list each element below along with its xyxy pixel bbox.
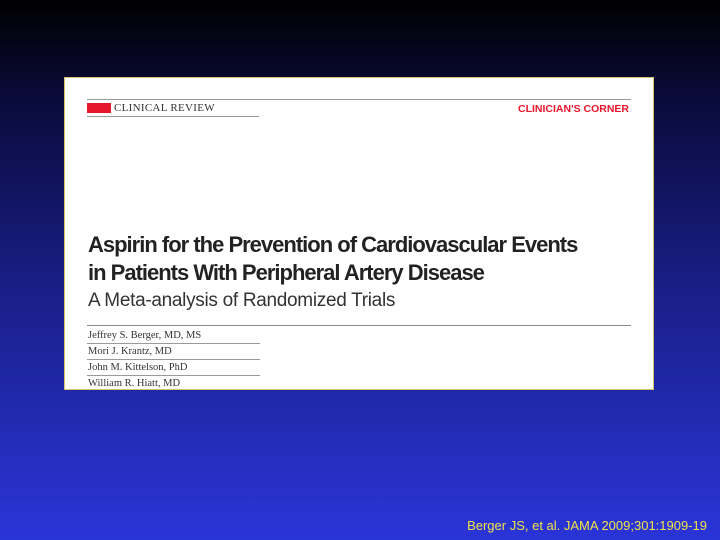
author-name: Jeffrey S. Berger, MD, MS (87, 328, 260, 344)
section-underline (87, 116, 259, 117)
author-name: Mori J. Krantz, MD (87, 344, 260, 360)
clinicians-corner-label: CLINICIAN'S CORNER (518, 103, 629, 115)
author-list (87, 328, 260, 391)
author-name: William R. Hiatt, MD (88, 378, 181, 389)
author-name: John M. Kittelson, PhD (87, 360, 260, 376)
title-line-2: in Patients With Peripheral Artery Disease (88, 260, 484, 285)
top-rule (87, 99, 631, 100)
red-marker (87, 103, 111, 113)
title-line-1: Aspirin for the Prevention of Cardiovascular Events (88, 232, 578, 257)
section-label: CLINICAL REVIEW (114, 102, 215, 114)
title-rule (87, 325, 631, 326)
article-header-image (64, 77, 654, 390)
citation: Berger JS, et al. JAMA 2009;301:1909-19 (467, 518, 707, 533)
section-tag (87, 102, 215, 114)
article-title (88, 231, 648, 287)
article-subtitle: A Meta-analysis of Randomized Trials (88, 290, 396, 311)
